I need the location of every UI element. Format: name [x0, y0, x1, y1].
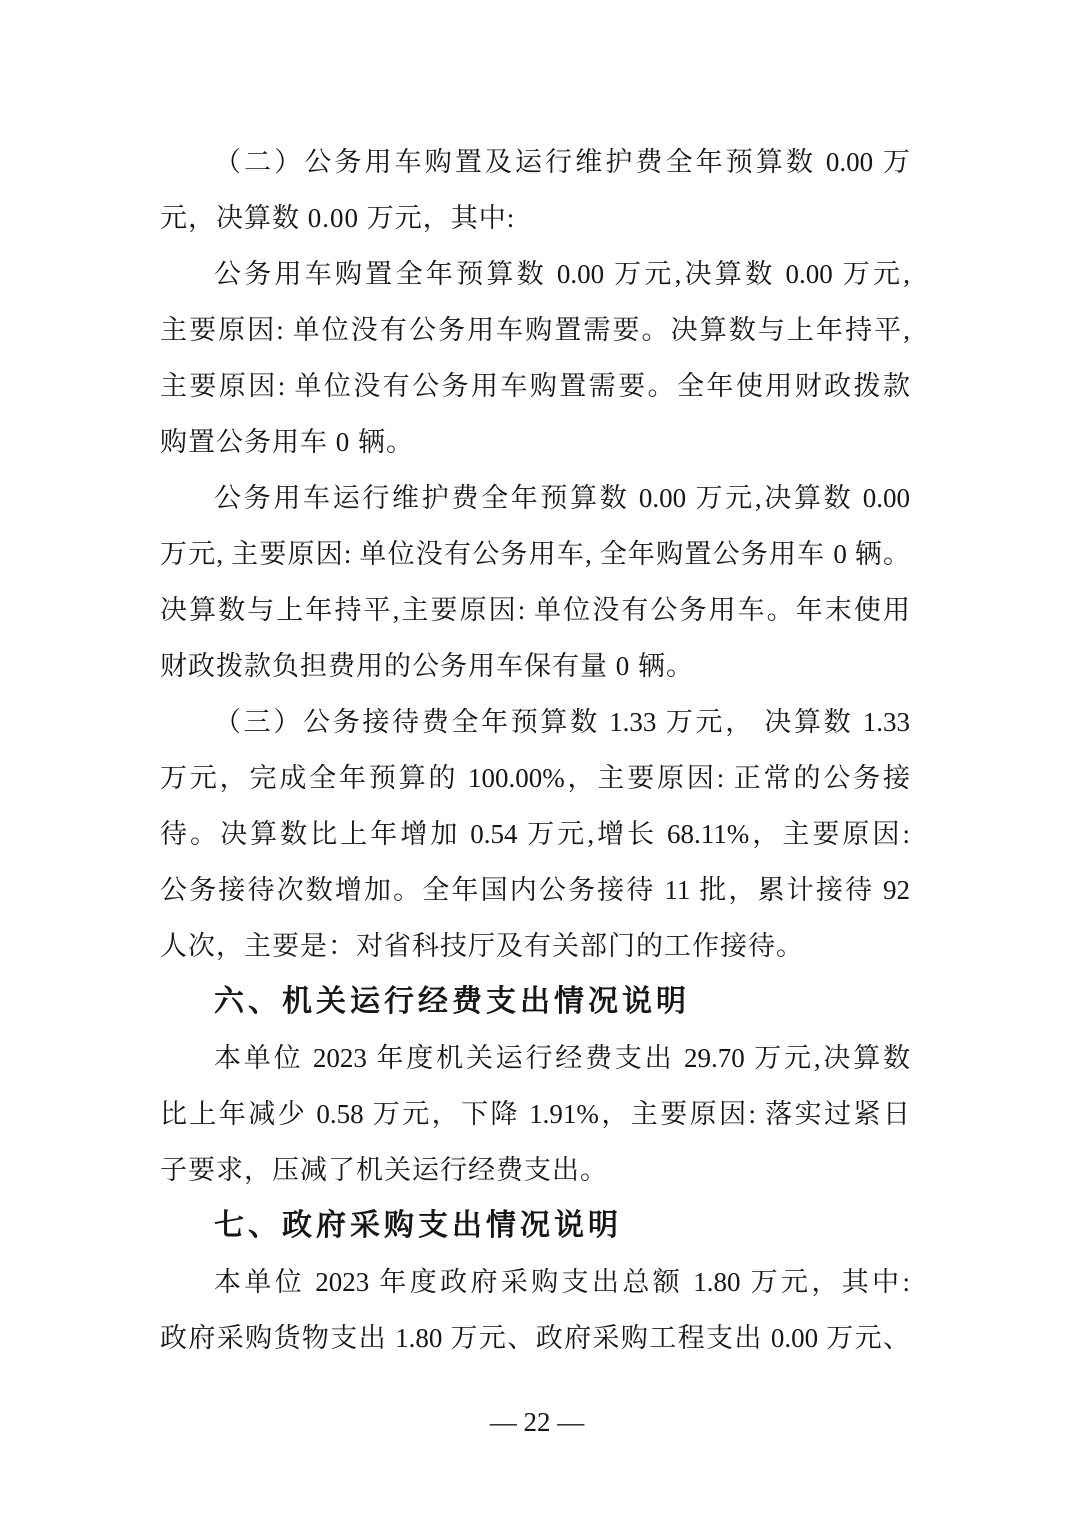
doc-line-17: 本单位 2023 年度机关运行经费支出 29.70 万元,决算数: [214, 1043, 910, 1073]
heading-section-6: 六、机关运行经费支出情况说明: [214, 985, 690, 1018]
page-number: — 22 —: [489, 1407, 585, 1437]
doc-line-10: 财政拨款负担费用的公务用车保有量 0 辆。: [160, 651, 694, 681]
doc-line-6: 购置公务用车 0 辆。: [160, 427, 414, 457]
doc-line-14: 公务接待次数增加。全年国内公务接待 11 批，累计接待 92: [160, 875, 910, 905]
doc-line-2: 元，决算数 0.00 万元，其中:: [160, 203, 516, 233]
doc-line-11: （三）公务接待费全年预算数 1.33 万元， 决算数 1.33: [214, 707, 910, 737]
doc-line-13: 待。决算数比上年增加 0.54 万元,增长 68.11%，主要原因:: [160, 819, 910, 849]
doc-line-8: 万元, 主要原因: 单位没有公务用车, 全年购置公务用车 0 辆。: [160, 539, 910, 569]
doc-line-12: 万元，完成全年预算的 100.00%，主要原因: 正常的公务接: [160, 763, 910, 793]
doc-line-9: 决算数与上年持平,主要原因: 单位没有公务用车。年末使用: [160, 595, 910, 625]
doc-line-21: 本单位 2023 年度政府采购支出总额 1.80 万元，其中:: [214, 1267, 910, 1297]
doc-line-22: 政府采购货物支出 1.80 万元、政府采购工程支出 0.00 万元、: [160, 1323, 910, 1353]
heading-section-7: 七、政府采购支出情况说明: [214, 1209, 622, 1242]
doc-line-19: 子要求，压减了机关运行经费支出。: [160, 1155, 608, 1185]
document-body: [160, 134, 910, 1366]
doc-line-5: 主要原因: 单位没有公务用车购置需要。全年使用财政拨款: [160, 371, 910, 401]
doc-line-4: 主要原因: 单位没有公务用车购置需要。决算数与上年持平,: [160, 315, 910, 345]
doc-line-18: 比上年减少 0.58 万元，下降 1.91%，主要原因: 落实过紧日: [160, 1099, 910, 1129]
doc-line-1: （二）公务用车购置及运行维护费全年预算数 0.00 万: [214, 147, 910, 177]
doc-line-15: 人次，主要是：对省科技厅及有关部门的工作接待。: [160, 931, 804, 961]
doc-line-3: 公务用车购置全年预算数 0.00 万元,决算数 0.00 万元,: [214, 259, 910, 289]
doc-line-7: 公务用车运行维护费全年预算数 0.00 万元,决算数 0.00: [214, 483, 910, 513]
